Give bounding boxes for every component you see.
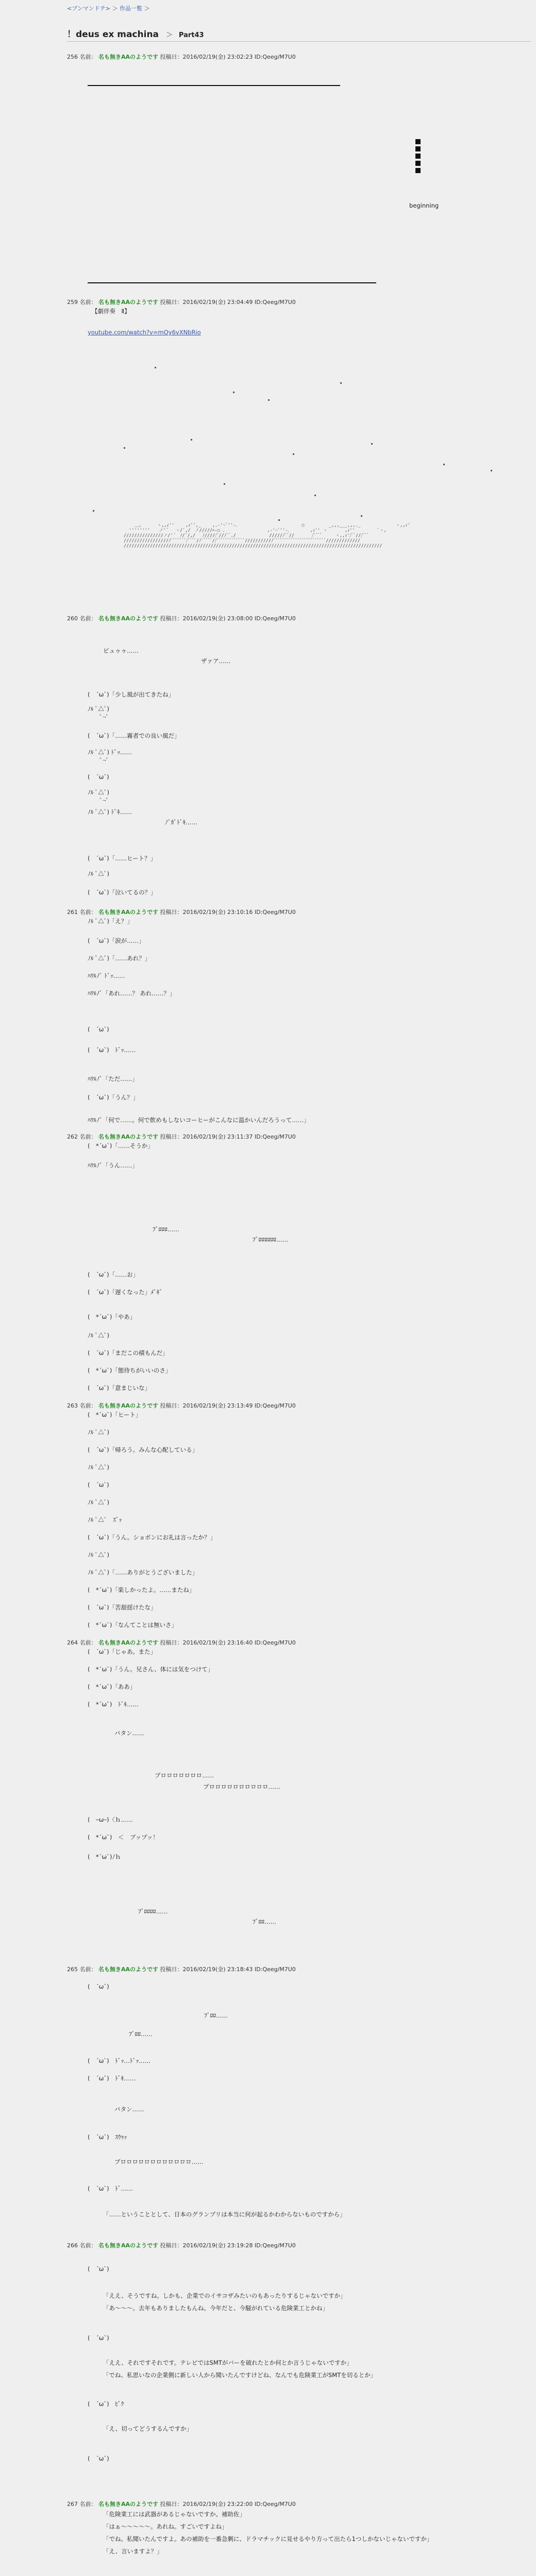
- radio-line: 「はぁ〜〜〜〜〜。あれね。すごいですよね」: [103, 2523, 228, 2530]
- sfx: ﾌﾞﾛﾛﾛﾛﾛﾛ……: [253, 1236, 288, 1243]
- dialogue: ﾊﾜﾙﾉﾞ「ただ……」: [88, 1075, 138, 1082]
- poster-name: 名も無きAAのようです: [98, 1402, 159, 1409]
- dialogue: ( ´ω`)「……お」: [88, 1271, 139, 1278]
- page-title: [67, 27, 204, 40]
- home-link[interactable]: <ブンマンドテ>: [67, 5, 110, 12]
- radio-line: 「え、切ってどうするんですか」: [103, 2425, 193, 2432]
- dialogue: ﾊﾜﾙﾉﾞ「あれ……？ あれ……？」: [88, 990, 176, 997]
- post-number: 259: [67, 299, 78, 306]
- poster-name: 名も無きAAのようです: [98, 909, 159, 916]
- dialogue: ( ´ω`): [88, 2265, 109, 2273]
- post-number: 264: [67, 1639, 78, 1646]
- post-header: [67, 1132, 296, 1141]
- dialogue: ( *´ω`) ﾄﾞｷ……: [88, 1701, 139, 1708]
- dialogue: ﾉﾙ ﾟ△ﾟ): [88, 705, 109, 713]
- dialogue: ﾊﾜﾙﾉﾞ ﾄﾞｯ……: [88, 972, 125, 979]
- dialogue: ( *´ω`)「ああ」: [88, 1683, 136, 1690]
- dialogue: ( *´ω`)「ヒート」: [88, 1411, 142, 1418]
- dialogue: ( ´ω`): [88, 1983, 109, 1990]
- block-dot: [415, 146, 421, 151]
- dialogue: ( ´ω`)「少し風が出てきたね」: [88, 691, 175, 698]
- sfx: ﾌﾞﾛﾛ……: [253, 1918, 276, 1925]
- radio-line: 「……ということとして、日本のグランプリは本当に何が起るかわからないものですから」: [103, 2211, 346, 2218]
- dialogue: ( ´ω`) ﾄﾞｷ……: [88, 2075, 136, 2082]
- dialogue: ( ´ω`)「遅くなった」ﾒﾞｷﾞ: [88, 1289, 163, 1296]
- block-dot: [415, 161, 421, 166]
- beginning-label: beginning: [409, 202, 439, 209]
- post-header: [67, 908, 296, 916]
- dialogue: ﾉﾙ ﾟ△ﾟ): [88, 1464, 109, 1471]
- post-header: [67, 1401, 296, 1410]
- post-header: [67, 298, 296, 306]
- sfx: ザァア……: [201, 657, 231, 665]
- post-header: [67, 1638, 296, 1647]
- post-number: 260: [67, 615, 78, 622]
- sfx: ﾌﾞﾛﾛﾛ……: [153, 1226, 179, 1233]
- dialogue: ﾊﾜﾙﾉﾞ「何で……。何で飲めもしないコーヒーがこんなに温かいんだろうって……」: [88, 1116, 310, 1124]
- dialogue: ( ´ω`)「帰ろう。みんな心配している」: [88, 1446, 198, 1453]
- post-header: [67, 614, 296, 622]
- dialogue: ( *´ω`)「態待ちがいいのさ」: [88, 1367, 172, 1374]
- work-list-link[interactable]: 作品一覧: [120, 5, 142, 12]
- block-dot: [415, 154, 421, 159]
- poster-name: 名も無きAAのようです: [98, 1133, 159, 1140]
- poster-name: 名も無きAAのようです: [98, 299, 159, 306]
- dialogue: ﾉﾙ ﾟ△ﾟ): [88, 1499, 109, 1506]
- dialogue: ﾟ¬ﾟ: [88, 797, 109, 804]
- dialogue: ﾉﾙ ﾟ△ﾟ)「……ありがとうございました」: [88, 1569, 198, 1576]
- dialogue: ﾉﾙ ﾟ△ﾟ)「え？」: [88, 918, 133, 925]
- name-label: 名前：: [79, 1966, 97, 1973]
- post-number: 266: [67, 2242, 78, 2249]
- dialogue: ﾉﾙ ﾟ△ﾟ)「……あれ？」: [88, 955, 151, 962]
- post-header: [67, 2241, 296, 2249]
- dialogue: ﾉﾙ ﾟ△ﾟ): [88, 1332, 109, 1339]
- post-header: [67, 1965, 296, 1973]
- dialogue: ( ´ω`): [88, 2455, 109, 2462]
- poster-name: 名も無きAAのようです: [98, 2501, 159, 2507]
- dialogue: ﾉﾙ ﾟ△ﾟ) ﾄﾞｷ……: [88, 808, 132, 816]
- radio-line: 「え、言いますよ？」: [103, 2548, 163, 2555]
- dialogue: ( *´ω`)「うん。兄さん、体には気をつけて」: [88, 1666, 214, 1673]
- dialogue: ( ´ω`) ﾄﾞ……: [88, 2185, 133, 2192]
- post-meta: 投稿日：2016/02/19(金) 23:11:37 ID:Qeeg/M7U0: [160, 1133, 296, 1140]
- stage-bar-top: [88, 85, 340, 86]
- post-number: 261: [67, 909, 78, 916]
- title-text: ！deus ex machina: [67, 29, 159, 40]
- dialogue: ( ´ω`)「じゃあ。また」: [88, 1648, 157, 1655]
- poster-name: 名も無きAAのようです: [98, 1966, 159, 1973]
- name-label: 名前：: [79, 615, 97, 622]
- dialogue: ﾉﾙ ﾟ△ﾟ) ﾄﾞｯ……: [88, 749, 132, 756]
- post-number: 267: [67, 2501, 78, 2507]
- radio-line: 「でね。私聞いたんですよ。あの補助を一番急剰に、ドラマチックに見せるやり方って出たら1つしかないじゃないですか」: [103, 2535, 433, 2543]
- radio-line: 「でね、私思いなの企業側に新しい人から聞いたんですけどね、なんでも危険業工がSMTを切るとか」: [103, 2371, 377, 2379]
- name-label: 名前：: [79, 54, 97, 60]
- dialogue: ( *´ω`)ﾉｈ: [88, 1853, 121, 1860]
- dialogue: ( ´ω`)「うん。ショボンにお礼は言ったか？」: [88, 1534, 216, 1541]
- dialogue: ﾟ¬ﾟ: [88, 714, 109, 721]
- youtube-link[interactable]: youtube.com/watch?v=mOy6vXNbRio: [88, 329, 201, 336]
- dialogue: ( ´ω`) ﾄﾞｯ…ﾄﾞｯ……: [88, 2057, 151, 2064]
- radio-line: 「ええ、それですそれです。テレビではSMTがバーを破れたとか何とか言うじゃないですか」: [103, 2359, 353, 2366]
- dialogue: ( ´ω`)「意まじいな」: [88, 1384, 151, 1392]
- dialogue: ﾉﾙ ﾟ△ﾟ): [88, 870, 109, 877]
- dialogue: ( ´ω`)「泣いてるの？」: [88, 889, 157, 896]
- dialogue: ( *´ω`)「なんてことは無いさ」: [88, 1621, 177, 1629]
- post-number: 265: [67, 1966, 78, 1973]
- dialogue: ( ´ω`)「まだこの積もんだ」: [88, 1349, 169, 1357]
- radio-line: 「ええ、そうですね。しかも、企業でのイサコザみたいのもあったりするじゃないですか」: [103, 2292, 346, 2299]
- post-meta: 投稿日：2016/02/19(金) 23:13:49 ID:Qeeg/M7U0: [160, 1402, 296, 1409]
- post-number: 263: [67, 1402, 78, 1409]
- sfx: ﾌﾞﾛﾛﾛﾛ……: [138, 1908, 168, 1915]
- dialogue: ( *´ω`)「……そうか」: [88, 1142, 154, 1149]
- sfx: ブロロロロロロロロロロロロ……: [114, 2158, 204, 2165]
- sfx: ﾉﾞｶﾞﾄﾞｷ……: [165, 819, 198, 826]
- sfx: ビュゥゥ……: [103, 647, 139, 654]
- dialogue: ( ｰωｰ)〈ｈ……: [88, 1816, 133, 1823]
- dialogue: ( ´ω`): [88, 773, 109, 781]
- post-meta: 投稿日：2016/02/19(金) 23:08:00 ID:Qeeg/M7U0: [160, 615, 296, 622]
- post-number: 256: [67, 54, 78, 60]
- post-meta: 投稿日：2016/02/19(金) 23:18:43 ID:Qeeg/M7U0: [160, 1966, 296, 1973]
- sfx: ブロロロロロロロロロロ……: [203, 1783, 280, 1790]
- landscape-art: ＿, ヽ,,ｨ'' ,ｨ'',_ ,.-'~ﾞ''-､ ○ _,,,___,,,._ ヽ,,ｨ' '''''''' ノ'´ ヽ/`,/ ノ/////ﾍ-○ . ,-'~ﾞ''-､ ,ｨ'' ヽ ,ｨ'' `ヽ, ///////////////ノ/'´ ﾉ/`/,/ ﾉ/////ﾞ//ﾉﾞﾞ./ /////ﾉﾞﾞ// /ﾞﾞﾞﾞ ヽ,,ｨ'/ﾞﾞ///ﾞﾞﾞ /////////////////ﾉﾞﾞﾞﾞﾞﾞﾞ/ﾞﾞﾞﾞ/ﾉﾞﾞﾞﾞﾞ//ﾞﾞﾞﾞﾞﾞﾞﾞﾞﾞﾞﾞﾞ//////////ﾉﾞﾞﾞﾞﾞﾞﾞﾞﾞﾞﾞﾞﾞﾞﾞﾞﾞﾞﾞﾞﾞﾞﾞﾞ///////////// //////////////////////////////////////////////////////////////////////////////////////////////////: [124, 523, 410, 549]
- dialogue: ﾉﾙ ﾟ△ﾟ ｽﾞｯ: [88, 1516, 122, 1523]
- name-label: 名前：: [79, 909, 97, 916]
- post-meta: 投稿日：2016/02/19(金) 23:04:49 ID:Qeeg/M7U0: [160, 299, 296, 306]
- dialogue: ﾉﾙ ﾟ△ﾟ): [88, 1551, 109, 1558]
- block-dot: [415, 168, 421, 173]
- breadcrumb-separator: ＞: [144, 5, 150, 12]
- post-meta: 投稿日：2016/02/19(金) 23:16:40 ID:Qeeg/M7U0: [160, 1639, 296, 1646]
- name-label: 名前：: [79, 2242, 97, 2249]
- name-label: 名前：: [79, 1639, 97, 1646]
- poster-name: 名も無きAAのようです: [98, 2242, 159, 2249]
- dialogue: ( ´ω`): [88, 1026, 109, 1033]
- dialogue: ( ´ω`): [88, 2334, 109, 2342]
- radio-line: 「あ〜〜〜。去年もありましたもんね。今年だと、今騒がれている危険業工とかね」: [103, 2304, 328, 2312]
- dialogue: ( ´ω`)「苦甜揺けたな」: [88, 1604, 157, 1611]
- dialogue: ( ´ω`) ﾋﾞｸ: [88, 2400, 124, 2408]
- post-number: 262: [67, 1133, 78, 1140]
- poster-name: 名も無きAAのようです: [98, 615, 159, 622]
- poster-name: 名も無きAAのようです: [98, 54, 159, 60]
- music-tag: 【劇伴奏 Ⅱ】: [92, 308, 130, 315]
- sfx: バタン……: [114, 1730, 144, 1737]
- sfx: ﾌﾞﾛﾛ……: [129, 2030, 153, 2038]
- name-label: 名前：: [79, 2501, 97, 2507]
- name-label: 名前：: [79, 299, 97, 306]
- dialogue: ﾊﾜﾙﾉﾞ「うん……」: [88, 1162, 138, 1169]
- dialogue: ﾉﾙ ﾟ△ﾟ): [88, 789, 109, 796]
- poster-name: 名も無きAAのようです: [98, 1639, 159, 1646]
- dialogue: ( ´ω`) ｽｳｩｯ: [88, 2133, 127, 2141]
- stage-bar-bottom: [88, 282, 376, 283]
- dialogue: ﾟ¬ﾟ: [88, 757, 109, 764]
- post-meta: 投稿日：2016/02/19(金) 23:10:16 ID:Qeeg/M7U0: [160, 909, 296, 916]
- dialogue: ( ´ω`): [88, 1481, 109, 1488]
- post-meta: 投稿日：2016/02/19(金) 23:02:23 ID:Qeeg/M7U0: [160, 54, 296, 60]
- dialogue: ( *´ω`) ＜ ブップッ！: [88, 1834, 159, 1841]
- dialogue: ( ´ω`)「……霧者での良い風だ」: [88, 732, 180, 739]
- post-meta: 投稿日：2016/02/19(金) 23:19:28 ID:Qeeg/M7U0: [160, 2242, 296, 2249]
- divider: [67, 41, 531, 42]
- post-header: [67, 2500, 296, 2508]
- breadcrumb-separator: ＞: [112, 5, 118, 12]
- name-label: 名前：: [79, 1402, 97, 1409]
- part-label: Part43: [178, 31, 204, 39]
- radio-line: 「危険業工には武器があるじゃないですか。補助佐」: [103, 2511, 245, 2518]
- dialogue: ( ´ω`)「涙が……」: [88, 937, 145, 944]
- breadcrumb: [67, 4, 150, 12]
- dialogue: ( ´ω`) ﾄﾞｯ……: [88, 1046, 136, 1054]
- post-header: [67, 53, 296, 61]
- title-arrow: ＞: [165, 31, 173, 39]
- dialogue: ( ´ω`)「うん？」: [88, 1094, 139, 1101]
- name-label: 名前：: [79, 1133, 97, 1140]
- sfx: ﾌﾞﾛﾛ……: [204, 2012, 228, 2019]
- sfx: バタン……: [114, 2106, 144, 2113]
- sfx: ブロロロロロロロ……: [155, 1772, 214, 1779]
- dialogue: ﾉﾙ ﾟ△ﾟ): [88, 1429, 109, 1436]
- dialogue: ( *´ω`)「やあ」: [88, 1313, 136, 1320]
- dialogue: ( ´ω`)「……ヒート？」: [88, 855, 157, 862]
- block-dot: [415, 139, 421, 144]
- dialogue: ( *´ω`)「楽しかったよ。……またね」: [88, 1586, 195, 1594]
- post-meta: 投稿日：2016/02/19(金) 23:22:00 ID:Qeeg/M7U0: [160, 2501, 296, 2507]
